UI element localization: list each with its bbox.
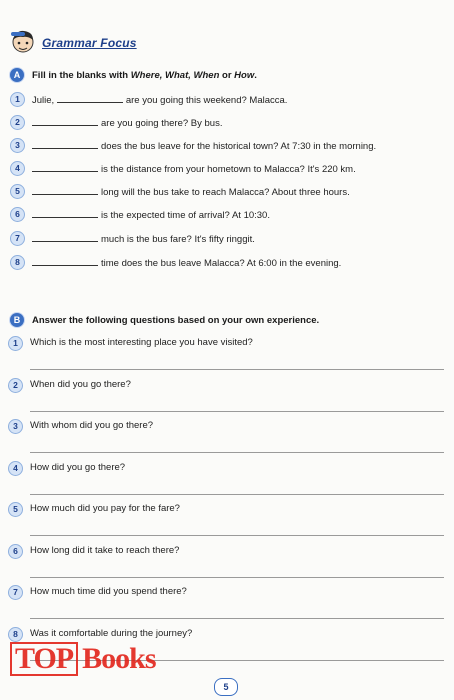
question-text: How much time did you spend there? <box>30 586 187 597</box>
fill-blank-item <box>32 208 270 221</box>
item-text: is the expected time of arrival? At 10:30. <box>101 210 270 221</box>
answer-blank[interactable] <box>57 93 123 103</box>
section-b-instruction: Answer the following questions based on your own experience. <box>32 315 320 326</box>
answer-line[interactable] <box>30 494 444 495</box>
fill-blank-item <box>32 256 341 269</box>
fill-blank-item <box>32 185 350 198</box>
answer-blank[interactable] <box>32 232 98 242</box>
answer-blank[interactable] <box>32 185 98 195</box>
section-b-badge: B <box>10 313 24 327</box>
fill-blank-item <box>32 93 287 106</box>
question-number: 4 <box>10 161 25 176</box>
question-number: 2 <box>8 378 23 393</box>
question-number: 2 <box>10 115 25 130</box>
section-a-badge: A <box>10 68 24 82</box>
answer-line[interactable] <box>30 369 444 370</box>
answer-line[interactable] <box>30 618 444 619</box>
fill-blank-item <box>32 139 376 152</box>
answer-blank[interactable] <box>32 139 98 149</box>
question-text: When did you go there? <box>30 379 131 390</box>
answer-line[interactable] <box>30 535 444 536</box>
item-text: much is the bus fare? It's fifty ringgit. <box>101 234 255 245</box>
topbooks-watermark: TOP Books <box>10 642 156 676</box>
item-text: time does the bus leave Malacca? At 6:00 in the evening. <box>101 258 342 269</box>
item-prefix: Julie, <box>32 95 55 106</box>
answer-blank[interactable] <box>32 162 98 172</box>
question-number: 6 <box>8 544 23 559</box>
question-number: 1 <box>10 92 25 107</box>
item-text: are you going there? By bus. <box>101 118 223 129</box>
item-text: are you going this weekend? Malacca. <box>125 95 288 106</box>
answer-blank[interactable] <box>32 208 98 218</box>
fill-blank-item <box>32 232 255 245</box>
item-text: is the distance from your hometown to Malacca? It's 220 km. <box>101 164 356 175</box>
question-number: 1 <box>8 336 23 351</box>
question-text: Which is the most interesting place you have visited? <box>30 337 253 348</box>
question-text: How did you go there? <box>30 462 126 473</box>
answer-blank[interactable] <box>32 116 98 126</box>
page-number: 5 <box>214 678 238 696</box>
question-number: 7 <box>10 231 25 246</box>
section-a-instruction: Fill in the blanks with Where, What, When or How. <box>32 70 257 81</box>
question-number: 3 <box>8 419 23 434</box>
question-number: 7 <box>8 585 23 600</box>
answer-line[interactable] <box>30 452 444 453</box>
item-text: long will the bus take to reach Malacca? About three hours. <box>101 187 350 198</box>
answer-line[interactable] <box>30 411 444 412</box>
question-number: 8 <box>10 255 25 270</box>
question-number: 6 <box>10 207 25 222</box>
question-number: 5 <box>10 184 25 199</box>
fill-blank-item <box>32 116 222 129</box>
mascot-icon <box>8 28 38 58</box>
page-title: Grammar Focus <box>42 36 137 50</box>
question-number: 5 <box>8 502 23 517</box>
question-number: 3 <box>10 138 25 153</box>
question-number: 8 <box>8 627 23 642</box>
fill-blank-item <box>32 162 356 175</box>
question-text: How long did it take to reach there? <box>30 545 180 556</box>
item-text: does the bus leave for the historical town? At 7:30 in the morning. <box>101 141 377 152</box>
answer-line[interactable] <box>30 577 444 578</box>
question-number: 4 <box>8 461 23 476</box>
question-text: With whom did you go there? <box>30 420 154 431</box>
answer-blank[interactable] <box>32 256 98 266</box>
question-text: How much did you pay for the fare? <box>30 503 180 514</box>
question-text: Was it comfortable during the journey? <box>30 628 193 639</box>
